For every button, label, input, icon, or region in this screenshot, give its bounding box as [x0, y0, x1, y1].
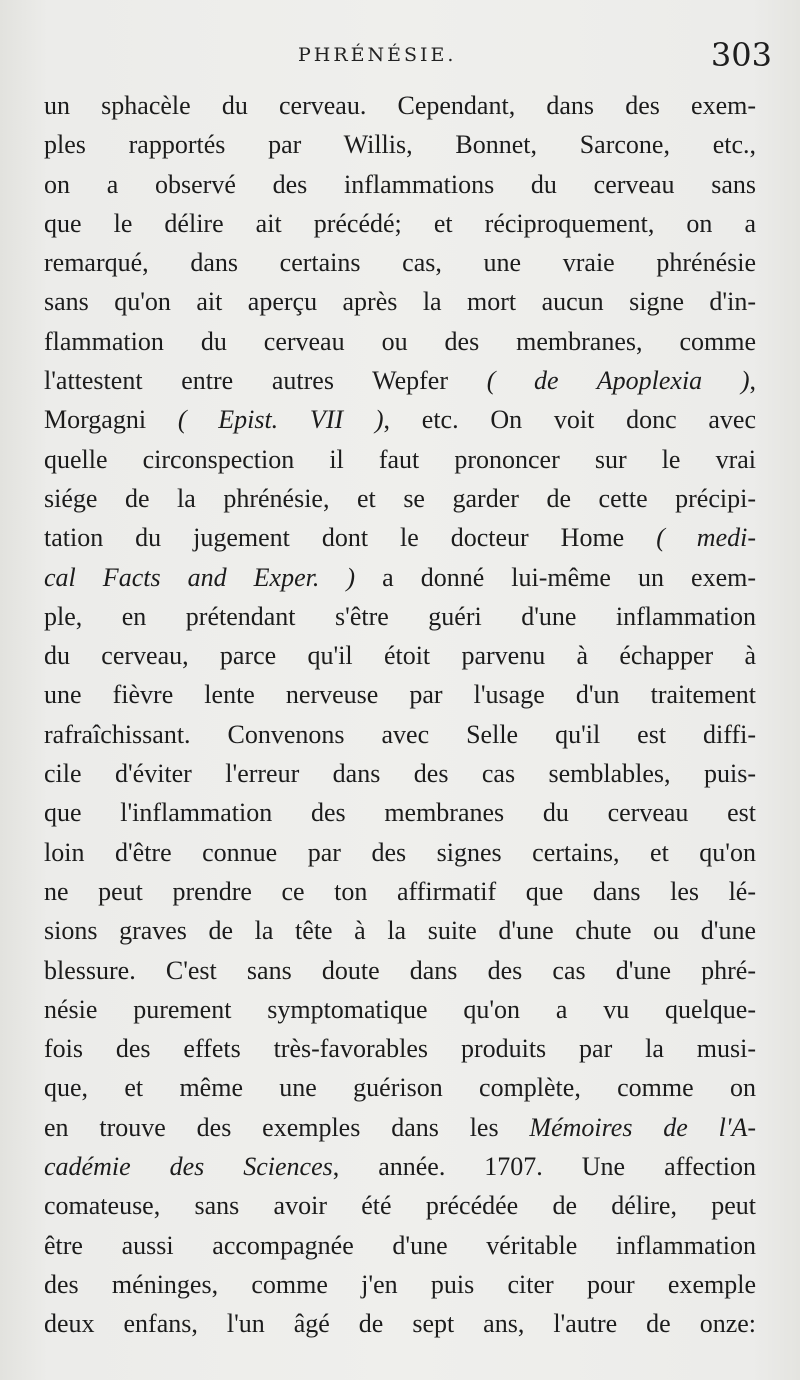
italic-text: ( Epist. VII ) [177, 405, 384, 435]
line-text: , année. 1707. Une affection [332, 1152, 756, 1182]
line-text: sans qu'on ait aperçu après la mort aucun signe d'in- [44, 287, 756, 317]
italic-text: cal Facts and Exper. ) [44, 562, 356, 592]
line-text: être aussi accompagnée d'une véritable inflammation [44, 1230, 756, 1260]
running-head [0, 36, 800, 86]
line-text: ple, en prétendant s'être guéri d'une inflammation [44, 601, 756, 631]
text-line [44, 833, 756, 872]
text-line [44, 400, 756, 439]
text-line [44, 204, 756, 243]
line-text: que l'inflammation des membranes du cerveau est [44, 798, 756, 828]
line-text: flammation du cerveau ou des membranes, comme [44, 326, 756, 356]
text-line [44, 243, 756, 282]
line-text: on a observé des inflammations du cerveau sans [44, 169, 756, 199]
line-text: cile d'éviter l'erreur dans des cas semblables, puis- [44, 759, 756, 789]
body-text [44, 86, 756, 1344]
text-line [44, 1147, 756, 1186]
text-line [44, 125, 756, 164]
line-text: nésie purement symptomatique qu'on a vu quelque- [44, 994, 756, 1024]
line-text: que le délire ait précédé; et réciproquement, on a [44, 208, 756, 238]
italic-text: Mémoires de l'A- [529, 1112, 756, 1142]
running-title: PHRÉNÉSIE. [298, 44, 457, 66]
text-line [44, 911, 756, 950]
text-line [44, 440, 756, 479]
line-text: , etc. On voit donc avec [383, 405, 756, 435]
text-line [44, 165, 756, 204]
text-line [44, 1265, 756, 1304]
text-line [44, 754, 756, 793]
line-text: tation du jugement dont le docteur Home [44, 523, 657, 553]
italic-text: ( de Apoplexia ) [486, 366, 750, 396]
line-text: que, et même une guérison complète, comme on [44, 1073, 756, 1103]
text-line [44, 1226, 756, 1265]
text-line [44, 793, 756, 832]
text-line [44, 872, 756, 911]
text-line [44, 282, 756, 321]
text-line [44, 1108, 756, 1147]
line-text: Morgagni [44, 405, 178, 435]
text-line [44, 1068, 756, 1107]
line-text: sions graves de la tête à la suite d'une chute ou d'une [44, 916, 756, 946]
line-text: a donné lui-même un exem- [355, 562, 756, 592]
line-text: ne peut prendre ce ton affirmatif que dans les lé- [44, 876, 756, 906]
line-text: l'attestent entre autres Wepfer [44, 366, 487, 396]
line-text: une fièvre lente nerveuse par l'usage d'un traitement [44, 680, 756, 710]
line-text: remarqué, dans certains cas, une vraie phrénésie [44, 248, 756, 278]
text-line [44, 558, 756, 597]
text-line [44, 597, 756, 636]
italic-text: ( medi- [656, 523, 756, 553]
text-line [44, 990, 756, 1029]
line-text: , [749, 366, 756, 396]
line-text: comateuse, sans avoir été précédée de délire, peut [44, 1191, 756, 1221]
line-text: blessure. C'est sans doute dans des cas d'une phré- [44, 955, 756, 985]
text-line [44, 1186, 756, 1225]
text-line [44, 715, 756, 754]
line-text: ples rapportés par Willis, Bonnet, Sarcone, etc., [44, 130, 756, 160]
line-text: quelle circonspection il faut prononcer sur le vrai [44, 444, 756, 474]
text-line [44, 479, 756, 518]
text-line [44, 636, 756, 675]
text-line [44, 361, 756, 400]
line-text: en trouve des exemples dans les [44, 1112, 530, 1142]
text-line [44, 1304, 756, 1343]
text-line [44, 675, 756, 714]
text-line [44, 1029, 756, 1068]
line-text: deux enfans, l'un âgé de sept ans, l'autre de onze: [44, 1309, 756, 1339]
line-text: des méninges, comme j'en puis citer pour exemple [44, 1269, 756, 1299]
text-line [44, 86, 756, 125]
text-line [44, 518, 756, 557]
line-text: rafraîchissant. Convenons avec Selle qu'il est diffi- [44, 719, 756, 749]
line-text: fois des effets très-favorables produits par la musi- [44, 1034, 756, 1064]
text-line [44, 322, 756, 361]
text-line [44, 951, 756, 990]
line-text: du cerveau, parce qu'il étoit parvenu à échapper à [44, 641, 756, 671]
line-text: loin d'être connue par des signes certains, et qu'on [44, 837, 756, 867]
page-number: 303 [710, 36, 772, 74]
line-text: siége de la phrénésie, et se garder de cette précipi- [44, 483, 756, 513]
line-text: un sphacèle du cerveau. Cependant, dans des exem- [44, 91, 756, 120]
italic-text: cadémie des Sciences [44, 1152, 333, 1182]
